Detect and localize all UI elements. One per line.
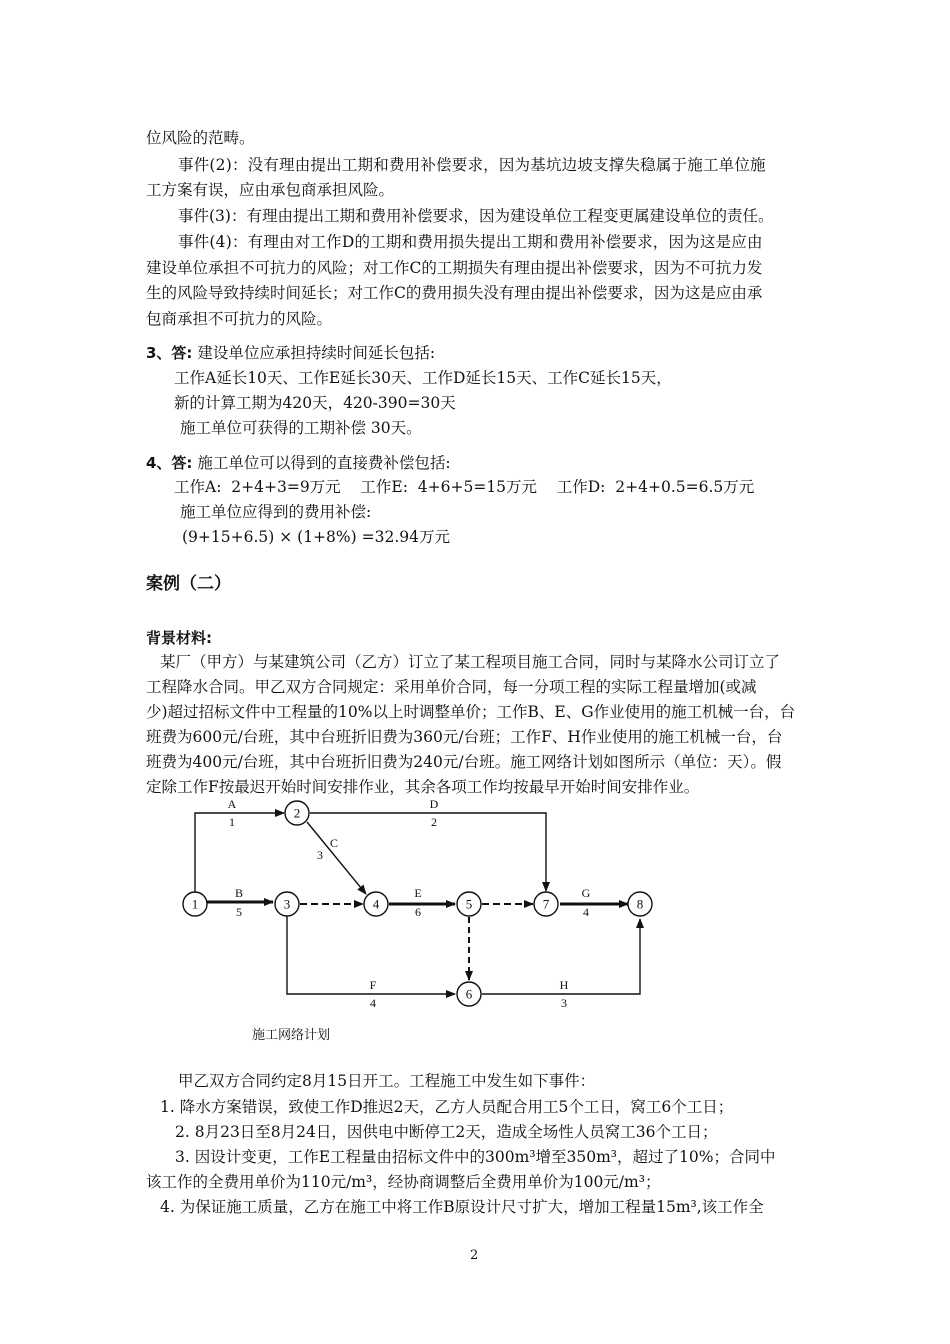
text-line: 少)超过招标文件中工程量的10%以上时调整单价；工作B、E、G作业使用的施工机械一台，台 <box>146 703 796 721</box>
text-line: 事件(4)：有理由对工作D的工期和费用损失提出工期和费用补偿要求，因为这是应由 <box>178 233 763 251</box>
node-label: 7 <box>542 896 550 912</box>
case-title: 案例（二） <box>146 574 231 594</box>
text-line: 甲乙双方合同约定8月15日开工。工程施工中发生如下事件： <box>178 1072 596 1090</box>
activity-duration: 3 <box>561 996 567 1010</box>
node-label: 6 <box>465 986 473 1002</box>
event-item: 1. 降水方案错误，致使工作D推迟2天，乙方人员配合用工5个工日，窝工6个工日； <box>160 1098 734 1116</box>
activity-duration: 4 <box>583 905 589 919</box>
text-line: 包商承担不可抗力的风险。 <box>146 310 333 328</box>
activity-name: B <box>234 886 244 900</box>
activity-name: F <box>369 978 377 992</box>
activity-name: C <box>329 836 339 850</box>
activity-name: G <box>581 886 591 900</box>
answer-3-label: 3、答: <box>146 344 193 362</box>
diagram-caption: 施工网络计划 <box>252 1028 331 1043</box>
activity-name: A <box>227 797 237 811</box>
activity-duration: 5 <box>236 905 242 919</box>
network-diagram <box>170 795 670 1025</box>
node-label: 4 <box>372 896 380 912</box>
activity-duration: 4 <box>370 996 376 1010</box>
text-line: 施工单位应得到的费用补偿: <box>180 503 372 521</box>
edge-a <box>195 813 284 892</box>
node-label: 5 <box>465 896 473 912</box>
answer-3-text: 建设单位应承担持续时间延长包括: <box>197 344 436 362</box>
answer-3 <box>146 343 435 363</box>
answer-4-label: 4、答: <box>146 454 193 472</box>
text-line: 班费为400元/台班，其中台班折旧费为240元/台班。施工网络计划如图所示（单位：天）。假 <box>146 753 782 771</box>
activity-duration: 1 <box>229 815 235 829</box>
text-line: 定除工作F按最迟开始时间安排作业，其余各项工作均按最早开始时间安排作业。 <box>146 778 700 796</box>
text-line: 建设单位承担不可抗力的风险；对工作C的工期损失有理由提出补偿要求，因为不可抗力发 <box>146 259 763 277</box>
activity-duration: 2 <box>431 815 437 829</box>
text-line: 班费为600元/台班，其中台班折旧费为360元/台班；工作F、H作业使用的施工机械一台，台 <box>146 728 783 746</box>
text-line: 工作A延长10天、工作E延长30天、工作D延长15天、工作C延长15天， <box>174 369 672 387</box>
node-label: 3 <box>283 896 291 912</box>
text-line: 新的计算工期为420天，420-390=30天 <box>174 394 456 412</box>
text-line: 生的风险导致持续时间延长；对工作C的费用损失没有理由提出补偿要求，因为这是应由承 <box>146 284 763 302</box>
activity-name: H <box>559 978 569 992</box>
edge-d <box>310 813 546 891</box>
text-line: 事件(2)：没有理由提出工期和费用补偿要求，因为基坑边坡支撑失稳属于施工单位施 <box>178 156 766 174</box>
text-line: (9+15+6.5) × (1+8%) =32.94万元 <box>182 528 450 546</box>
text-line: 工方案有误，应由承包商承担风险。 <box>146 181 395 199</box>
text-line: 某厂（甲方）与某建筑公司（乙方）订立了某工程项目施工合同，同时与某降水公司订立了 <box>160 653 781 671</box>
node-label: 2 <box>293 805 301 821</box>
page-number: 2 <box>470 1248 479 1263</box>
event-item: 该工作的全费用单价为110元/m³，经协商调整后全费用单价为100元/m³； <box>146 1173 661 1191</box>
text-line: 工作A: 2+4+3=9万元 工作E: 4+6+5=15万元 工作D: 2+4+0.5=6.5万元 <box>174 478 755 496</box>
edge-c <box>307 822 366 894</box>
event-item: 4. 为保证施工质量，乙方在施工中将工作B原设计尺寸扩大，增加工程量15m³,该工作全 <box>160 1198 764 1216</box>
text-line: 施工单位可获得的工期补偿 30天。 <box>180 419 422 437</box>
activity-duration: 3 <box>317 848 323 862</box>
activity-name: D <box>429 797 439 811</box>
answer-4-text: 施工单位可以得到的直接费补偿包括: <box>197 454 451 472</box>
text-line: 工程降水合同。甲乙双方合同规定：采用单价合同，每一分项工程的实际工程量增加(或减 <box>146 678 757 696</box>
event-item: 2. 8月23日至8月24日，因供电中断停工2天，造成全场性人员窝工36个工日； <box>175 1123 718 1141</box>
node-label: 8 <box>636 896 644 912</box>
event-item: 3. 因设计变更，工作E工程量由招标文件中的300m³增至350m³，超过了10%；合同中 <box>175 1148 776 1166</box>
text-line: 事件(3)：有理由提出工期和费用补偿要求，因为建设单位工程变更属建设单位的责任。 <box>178 207 774 225</box>
node-label: 1 <box>191 896 199 912</box>
activity-name: E <box>414 886 422 900</box>
answer-4 <box>146 453 451 473</box>
background-label: 背景材料: <box>146 629 212 647</box>
text-line: 位风险的范畴。 <box>146 129 255 147</box>
activity-duration: 6 <box>415 905 421 919</box>
